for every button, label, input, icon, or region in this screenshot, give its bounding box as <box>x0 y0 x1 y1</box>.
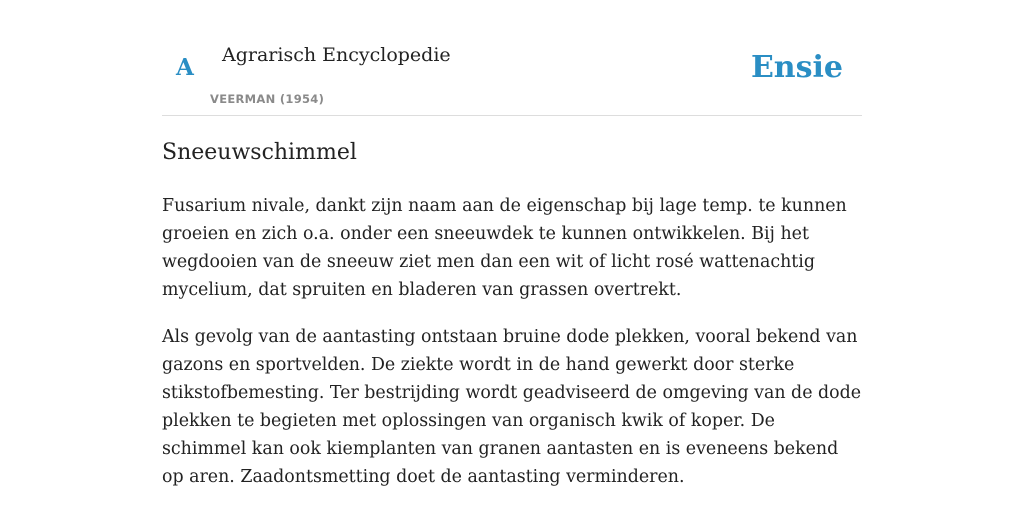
encyclopedia-letter-icon: A <box>176 54 194 81</box>
encyclopedia-title-link[interactable]: Agrarisch Encyclopedie <box>222 44 451 66</box>
article-body <box>162 192 862 510</box>
article-paragraph: Fusarium nivale, dankt zijn naam aan de eigenschap bij lage temp. te kunnen groeien en zich o.a. onder een sneeuwdek te kunnen ontwikkelen. Bij het wegdooien van de sneeuw ziet men dan een wit of licht rosé wattenachtig mycelium, dat spruiten en bladeren van grassen overtrekt. <box>162 196 847 300</box>
encyclopedia-header <box>162 0 862 116</box>
ensie-logo-link[interactable]: Ensie <box>750 50 843 85</box>
article-page <box>162 0 862 487</box>
article-title: Sneeuwschimmel <box>162 140 357 165</box>
encyclopedia-author-year: VEERMAN (1954) <box>210 92 325 106</box>
article-paragraph: Als gevolg van de aantasting ontstaan bruine dode plekken, vooral bekend van gazons en sportvelden. De ziekte wordt in de hand gewerkt door sterke stikstofbemesting. Ter bestrijding wordt geadviseerd de omgeving van de dode plekken te begieten met oplossingen van organisch kwik of koper. De schimmel kan ook kiemplanten van granen aantasten en is eveneens bekend op aren. Zaadontsmetting doet de aantasting verminderen. <box>162 327 862 487</box>
